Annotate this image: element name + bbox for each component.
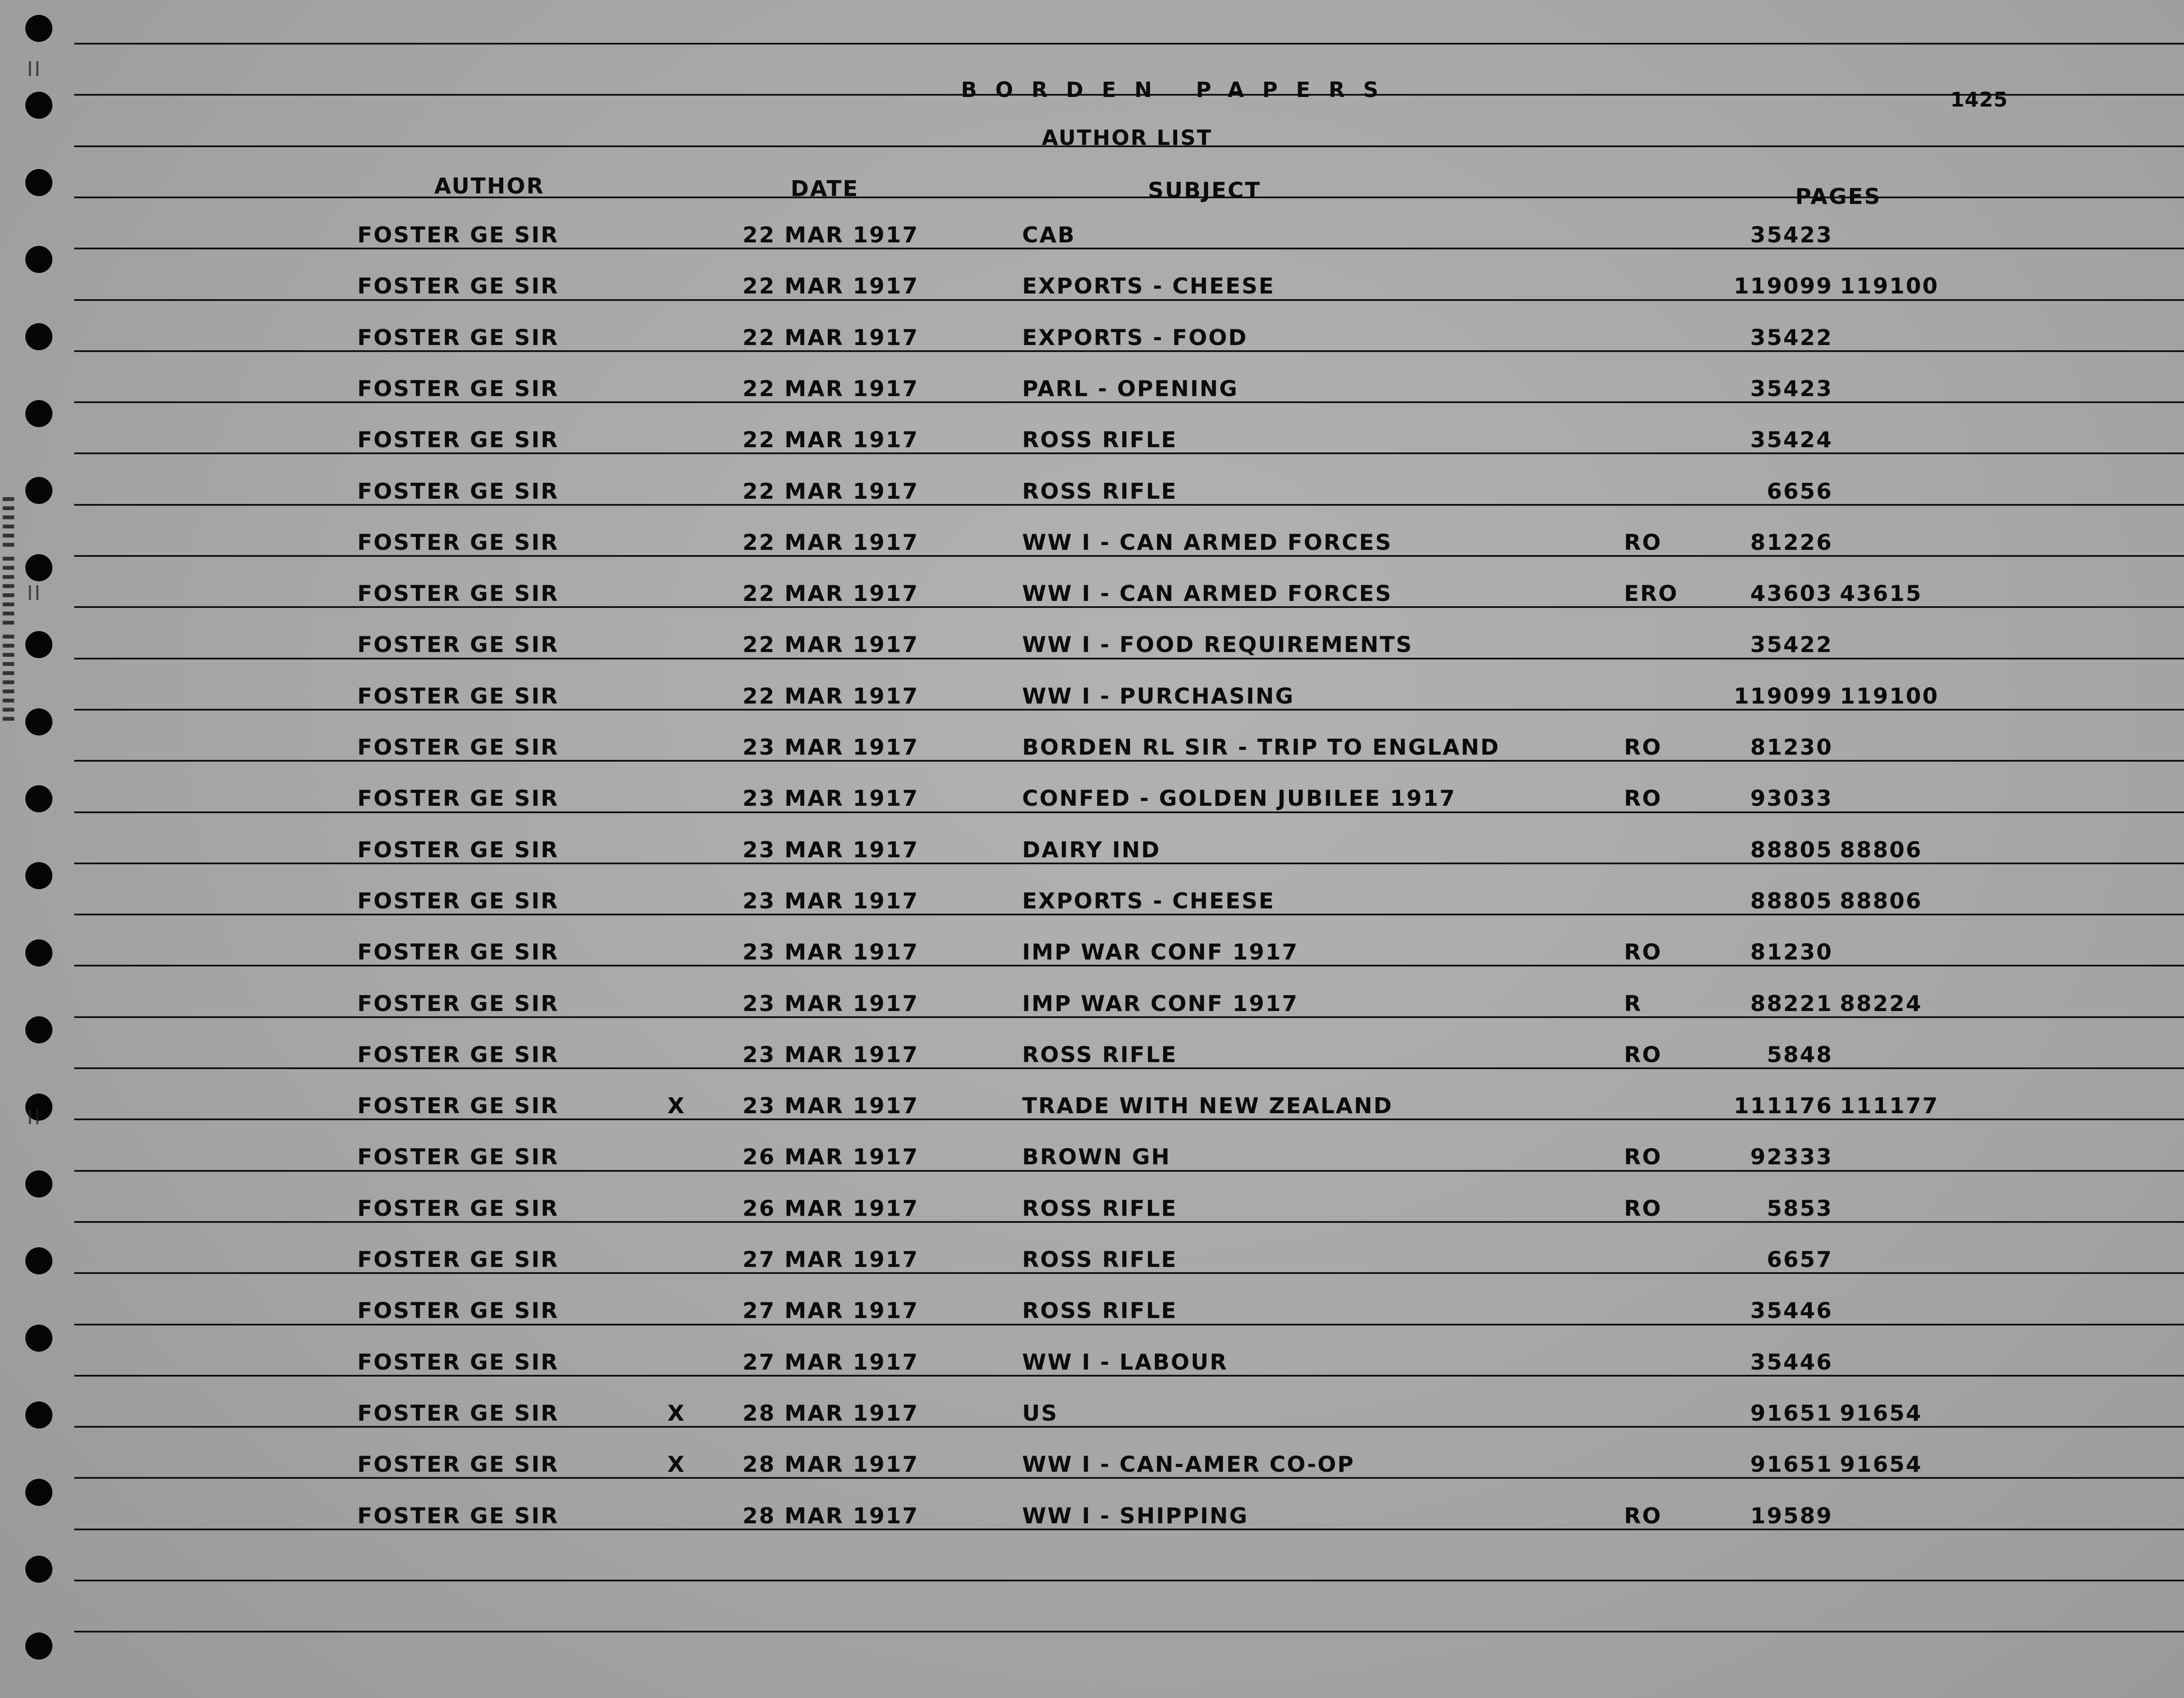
cell-author: FOSTER GE SIR xyxy=(357,427,559,452)
cell-code: RO xyxy=(1624,939,1662,965)
cell-author: FOSTER GE SIR xyxy=(357,1247,559,1272)
cell-code: R xyxy=(1624,991,1642,1016)
cell-subject: ROSS RIFLE xyxy=(1022,427,1178,452)
cell-date: 22 MAR 1917 xyxy=(743,376,919,401)
cell-page-start: 19589 xyxy=(1750,1503,1833,1529)
cell-author: FOSTER GE SIR xyxy=(357,325,559,350)
cell-code: RO xyxy=(1624,786,1662,811)
cell-author: FOSTER GE SIR xyxy=(357,683,559,709)
cell-page-start: 35422 xyxy=(1750,325,1833,350)
cell-page-end: 88806 xyxy=(1840,837,1922,863)
table-row xyxy=(0,939,2184,965)
cell-page-start: 119099 xyxy=(1734,683,1833,709)
cell-date: 22 MAR 1917 xyxy=(743,273,919,299)
cell-author: FOSTER GE SIR xyxy=(357,1298,559,1323)
table-row xyxy=(0,990,2184,1017)
cell-subject: CAB xyxy=(1022,222,1076,248)
tractor-hole xyxy=(25,1170,52,1198)
cell-page-start: 88805 xyxy=(1750,888,1833,914)
cell-date: 26 MAR 1917 xyxy=(743,1144,919,1170)
cell-page-start: 81226 xyxy=(1750,530,1833,555)
cell-code: ERO xyxy=(1624,581,1679,606)
table-row xyxy=(0,376,2184,402)
list-subtitle: AUTHOR LIST xyxy=(1042,126,1213,150)
cell-subject: PARL - OPENING xyxy=(1022,376,1239,401)
table-row xyxy=(0,427,2184,453)
tractor-hole xyxy=(25,1325,52,1352)
cell-code: RO xyxy=(1624,735,1662,760)
cell-date: 28 MAR 1917 xyxy=(743,1503,919,1529)
table-row xyxy=(0,1042,2184,1068)
cell-subject: EXPORTS - FOOD xyxy=(1022,325,1248,350)
cell-page-start: 111176 xyxy=(1734,1093,1833,1118)
table-row xyxy=(0,1451,2184,1477)
cell-code: RO xyxy=(1624,1196,1662,1221)
tractor-hole xyxy=(25,246,52,273)
cell-date: 23 MAR 1917 xyxy=(743,1093,919,1118)
cell-code: RO xyxy=(1624,1503,1662,1529)
cell-subject: WW I - CAN ARMED FORCES xyxy=(1022,530,1393,555)
table-row xyxy=(0,1349,2184,1375)
cell-page-end: 43615 xyxy=(1840,581,1922,606)
ruled-line xyxy=(74,811,2184,813)
cell-subject: ROSS RIFLE xyxy=(1022,1247,1178,1272)
tractor-hole xyxy=(25,554,52,581)
cell-subject: TRADE WITH NEW ZEALAND xyxy=(1022,1093,1393,1118)
table-row xyxy=(0,734,2184,760)
cell-subject: IMP WAR CONF 1917 xyxy=(1022,939,1299,965)
table-row xyxy=(0,1093,2184,1119)
perforation-mark xyxy=(29,61,38,76)
cell-author: FOSTER GE SIR xyxy=(357,1196,559,1221)
cell-author: FOSTER GE SIR xyxy=(357,222,559,248)
cell-date: 22 MAR 1917 xyxy=(743,683,919,709)
cell-subject: CONFED - GOLDEN JUBILEE 1917 xyxy=(1022,786,1456,811)
table-row xyxy=(0,1246,2184,1273)
cell-date: 22 MAR 1917 xyxy=(743,427,919,452)
cell-page-start: 91651 xyxy=(1750,1401,1833,1426)
ruled-line xyxy=(74,43,2184,45)
cell-author: FOSTER GE SIR xyxy=(357,837,559,863)
table-row xyxy=(0,837,2184,863)
cell-author: FOSTER GE SIR xyxy=(357,991,559,1016)
cell-subject: ROSS RIFLE xyxy=(1022,1042,1178,1067)
cell-page-start: 81230 xyxy=(1750,735,1833,760)
cell-author: FOSTER GE SIR xyxy=(357,273,559,299)
cell-subject: WW I - LABOUR xyxy=(1022,1349,1228,1375)
cell-subject: WW I - CAN ARMED FORCES xyxy=(1022,581,1393,606)
cell-subject: EXPORTS - CHEESE xyxy=(1022,273,1275,299)
cell-mark: X xyxy=(667,1401,686,1426)
cell-author: FOSTER GE SIR xyxy=(357,1503,559,1529)
table-row xyxy=(0,1503,2184,1529)
cell-subject: US xyxy=(1022,1401,1058,1426)
table-row xyxy=(0,222,2184,248)
cell-page-end: 119100 xyxy=(1840,273,1939,299)
cell-code: RO xyxy=(1624,1144,1662,1170)
cell-date: 22 MAR 1917 xyxy=(743,325,919,350)
cell-subject: BROWN GH xyxy=(1022,1144,1171,1170)
table-row xyxy=(0,1400,2184,1426)
ruled-line xyxy=(74,1170,2184,1172)
cell-page-start: 6657 xyxy=(1766,1247,1833,1272)
cell-date: 28 MAR 1917 xyxy=(743,1452,919,1477)
cell-page-start: 5848 xyxy=(1766,1042,1833,1067)
table-row xyxy=(0,888,2184,914)
form-edge-imprint: ▌▌▌▌▌▌▌▌▌▌ ▌▌▌▌▌▌▌▌ ▌▌▌▌▌▌ xyxy=(3,491,14,721)
ruled-line xyxy=(74,658,2184,659)
table-row xyxy=(0,1195,2184,1222)
cell-page-start: 88221 xyxy=(1750,991,1833,1016)
cell-author: FOSTER GE SIR xyxy=(357,1144,559,1170)
page-number: 1425 xyxy=(1950,88,2008,111)
cell-date: 27 MAR 1917 xyxy=(743,1349,919,1375)
tractor-hole xyxy=(25,1632,52,1660)
cell-date: 23 MAR 1917 xyxy=(743,991,919,1016)
cell-author: FOSTER GE SIR xyxy=(357,479,559,504)
cell-subject: ROSS RIFLE xyxy=(1022,479,1178,504)
table-row xyxy=(0,1298,2184,1324)
tractor-hole xyxy=(25,1556,52,1583)
cell-date: 26 MAR 1917 xyxy=(743,1196,919,1221)
cell-author: FOSTER GE SIR xyxy=(357,1093,559,1118)
cell-page-start: 92333 xyxy=(1750,1144,1833,1170)
cell-page-end: 91654 xyxy=(1840,1452,1922,1477)
cell-date: 22 MAR 1917 xyxy=(743,530,919,555)
cell-page-start: 35423 xyxy=(1750,376,1833,401)
cell-page-start: 81230 xyxy=(1750,939,1833,965)
cell-page-start: 43603 xyxy=(1750,581,1833,606)
cell-page-start: 35446 xyxy=(1750,1349,1833,1375)
cell-date: 23 MAR 1917 xyxy=(743,939,919,965)
tractor-hole xyxy=(25,400,52,427)
cell-date: 22 MAR 1917 xyxy=(743,581,919,606)
tractor-hole xyxy=(25,862,52,889)
cell-subject: WW I - CAN-AMER CO-OP xyxy=(1022,1452,1355,1477)
cell-page-start: 35424 xyxy=(1750,427,1833,452)
cell-author: FOSTER GE SIR xyxy=(357,939,559,965)
cell-page-start: 119099 xyxy=(1734,273,1833,299)
tractor-hole xyxy=(25,15,52,42)
ruled-line xyxy=(74,299,2184,301)
cell-page-start: 91651 xyxy=(1750,1452,1833,1477)
cell-date: 22 MAR 1917 xyxy=(743,222,919,248)
cell-page-end: 88224 xyxy=(1840,991,1922,1016)
cell-page-end: 88806 xyxy=(1840,888,1922,914)
tractor-hole xyxy=(25,708,52,735)
cell-page-start: 35422 xyxy=(1750,632,1833,657)
tractor-hole xyxy=(25,1016,52,1043)
cell-date: 22 MAR 1917 xyxy=(743,479,919,504)
cell-subject: ROSS RIFLE xyxy=(1022,1196,1178,1221)
table-row xyxy=(0,324,2184,351)
cell-page-start: 35423 xyxy=(1750,222,1833,248)
column-header-pages: PAGES xyxy=(1795,184,1881,209)
cell-subject: WW I - FOOD REQUIREMENTS xyxy=(1022,632,1413,657)
cell-code: RO xyxy=(1624,530,1662,555)
cell-author: FOSTER GE SIR xyxy=(357,735,559,760)
cell-page-start: 5853 xyxy=(1766,1196,1833,1221)
cell-author: FOSTER GE SIR xyxy=(357,888,559,914)
column-header-author: AUTHOR xyxy=(434,173,545,199)
cell-mark: X xyxy=(667,1452,686,1477)
ruled-line xyxy=(74,1580,2184,1581)
cell-date: 23 MAR 1917 xyxy=(743,888,919,914)
table-row xyxy=(0,785,2184,811)
cell-mark: X xyxy=(667,1093,686,1118)
cell-page-end: 119100 xyxy=(1840,683,1939,709)
cell-subject: BORDEN RL SIR - TRIP TO ENGLAND xyxy=(1022,735,1500,760)
cell-code: RO xyxy=(1624,1042,1662,1067)
cell-subject: WW I - SHIPPING xyxy=(1022,1503,1249,1529)
cell-author: FOSTER GE SIR xyxy=(357,581,559,606)
cell-date: 28 MAR 1917 xyxy=(743,1401,919,1426)
cell-author: FOSTER GE SIR xyxy=(357,632,559,657)
table-row xyxy=(0,529,2184,556)
table-row xyxy=(0,580,2184,607)
table-row xyxy=(0,273,2184,299)
cell-date: 23 MAR 1917 xyxy=(743,786,919,811)
table-row xyxy=(0,1144,2184,1170)
cell-subject: EXPORTS - CHEESE xyxy=(1022,888,1275,914)
table-row xyxy=(0,683,2184,709)
cell-date: 27 MAR 1917 xyxy=(743,1247,919,1272)
cell-date: 23 MAR 1917 xyxy=(743,837,919,863)
ruled-line xyxy=(74,1324,2184,1325)
cell-author: FOSTER GE SIR xyxy=(357,1349,559,1375)
cell-date: 23 MAR 1917 xyxy=(743,1042,919,1067)
cell-author: FOSTER GE SIR xyxy=(357,530,559,555)
cell-subject: DAIRY IND xyxy=(1022,837,1161,863)
table-row xyxy=(0,478,2184,504)
cell-page-start: 88805 xyxy=(1750,837,1833,863)
cell-page-end: 111177 xyxy=(1840,1093,1939,1118)
document-title: BORDEN PAPERS xyxy=(961,78,1397,102)
cell-subject: ROSS RIFLE xyxy=(1022,1298,1178,1323)
table-row xyxy=(0,632,2184,658)
tractor-hole xyxy=(25,169,52,196)
column-header-subject: SUBJECT xyxy=(1148,178,1261,203)
cell-author: FOSTER GE SIR xyxy=(357,1401,559,1426)
cell-page-start: 35446 xyxy=(1750,1298,1833,1323)
cell-date: 27 MAR 1917 xyxy=(743,1298,919,1323)
cell-date: 22 MAR 1917 xyxy=(743,632,919,657)
cell-subject: IMP WAR CONF 1917 xyxy=(1022,991,1299,1016)
cell-page-start: 93033 xyxy=(1750,786,1833,811)
tractor-hole xyxy=(25,1479,52,1506)
column-header-date: DATE xyxy=(791,176,859,201)
cell-subject: WW I - PURCHASING xyxy=(1022,683,1295,709)
cell-page-start: 6656 xyxy=(1766,479,1833,504)
cell-author: FOSTER GE SIR xyxy=(357,1042,559,1067)
cell-author: FOSTER GE SIR xyxy=(357,786,559,811)
tractor-hole xyxy=(25,92,52,119)
cell-author: FOSTER GE SIR xyxy=(357,1452,559,1477)
ruled-line xyxy=(74,1631,2184,1632)
cell-page-end: 91654 xyxy=(1840,1401,1922,1426)
cell-date: 23 MAR 1917 xyxy=(743,735,919,760)
cell-author: FOSTER GE SIR xyxy=(357,376,559,401)
